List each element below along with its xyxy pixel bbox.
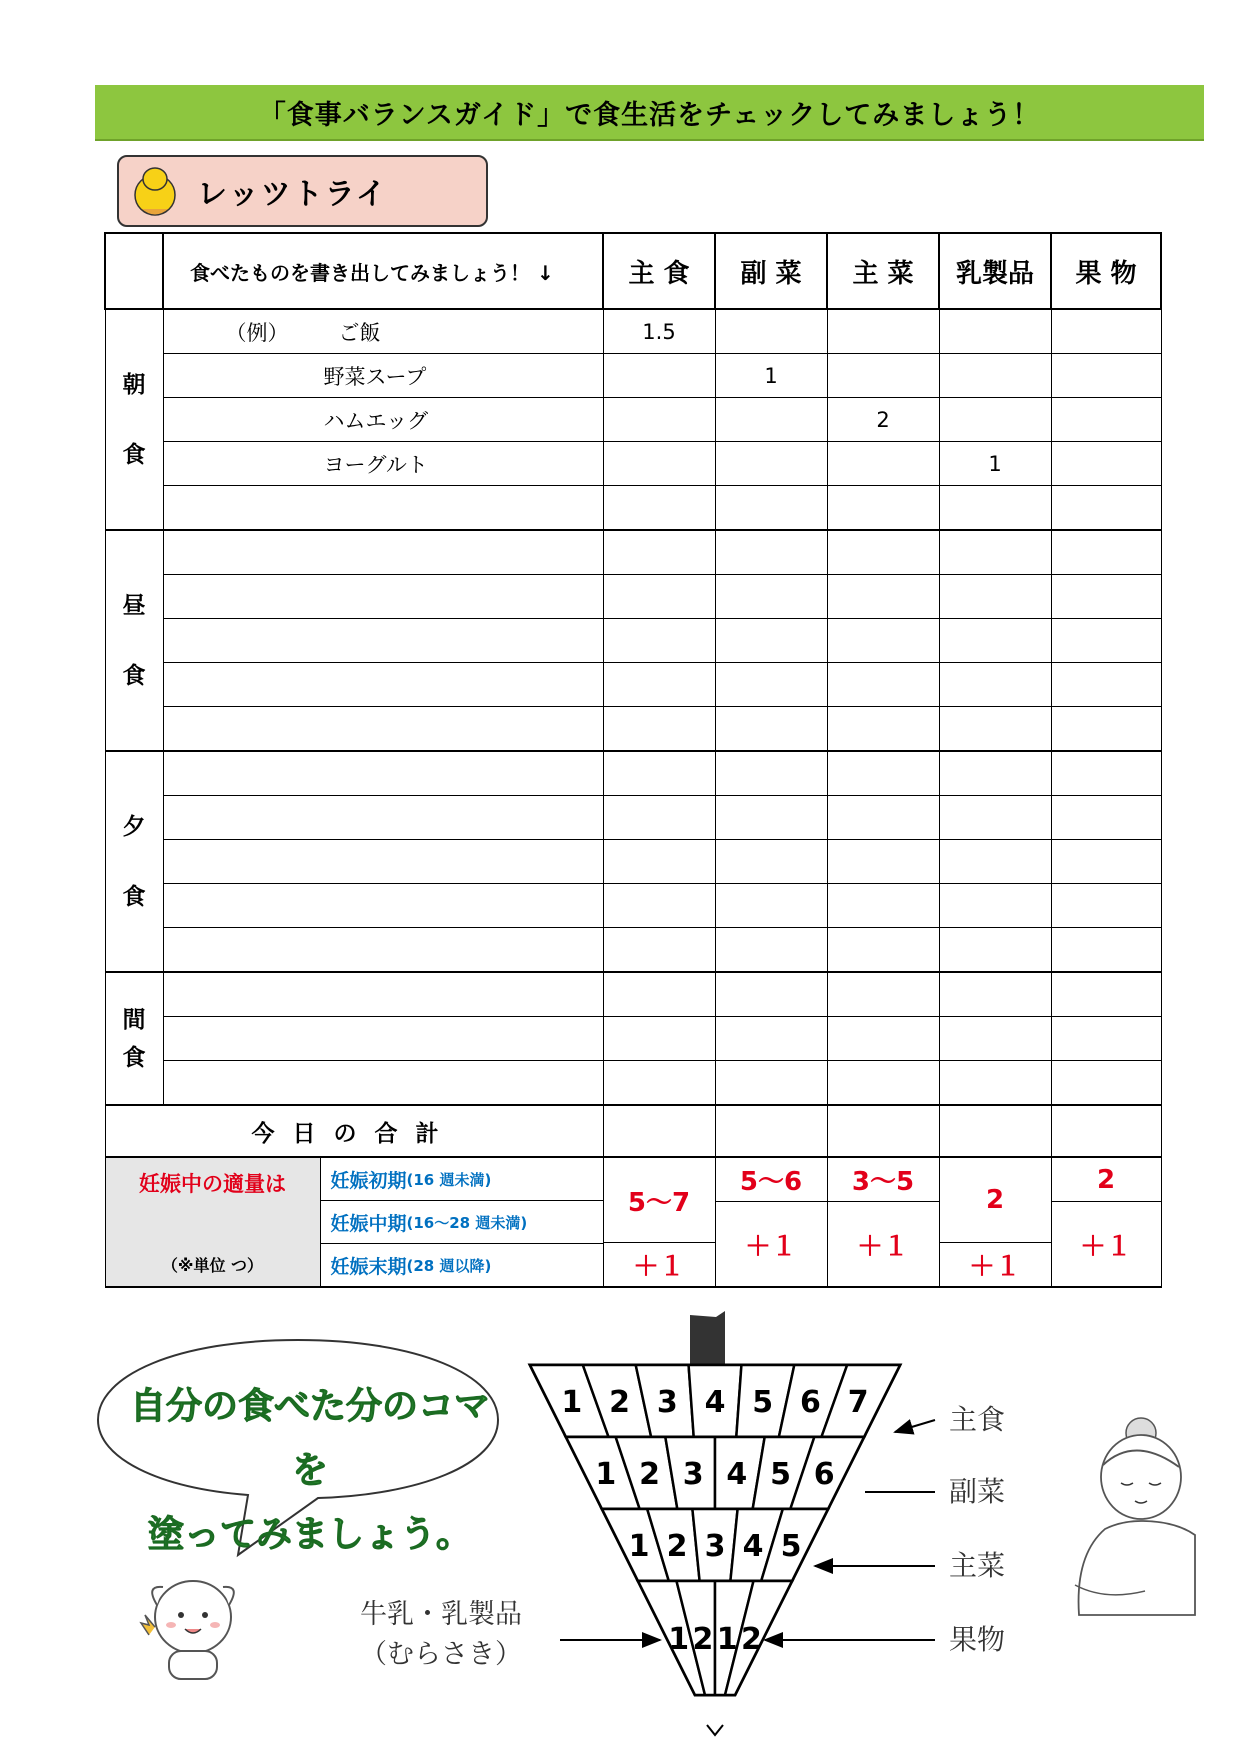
cell[interactable] [715, 398, 827, 442]
total-label: 今日の合計 [105, 1105, 603, 1157]
snack-row-3 [105, 1061, 1161, 1106]
cell[interactable] [939, 751, 1051, 796]
amount-left [105, 1157, 603, 1287]
cell[interactable] [715, 972, 827, 1017]
cell[interactable] [163, 663, 603, 707]
cell[interactable] [163, 840, 603, 884]
cell[interactable] [939, 796, 1051, 840]
amount-dairy-late: ＋１ [939, 1243, 1051, 1288]
col-staple: 主 食 [603, 233, 715, 309]
cell[interactable] [1051, 796, 1161, 840]
cell[interactable] [715, 486, 827, 531]
pyramid-cell-number: 1 [716, 1622, 738, 1657]
cell[interactable] [939, 663, 1051, 707]
cell[interactable] [827, 575, 939, 619]
lets-try-badge [117, 155, 488, 227]
cell[interactable] [1051, 884, 1161, 928]
pyramid-cell-number: 2 [639, 1457, 660, 1492]
cell[interactable] [827, 619, 939, 663]
lunch-row-3 [105, 619, 1161, 663]
pyramid-cell-number: 3 [656, 1385, 678, 1420]
total-fruit[interactable] [1051, 1105, 1161, 1157]
meal-snack-1: 間 [122, 1006, 146, 1033]
lunch-row-1 [105, 530, 1161, 575]
amount-side-plus: ＋１ [715, 1202, 827, 1288]
label-staple: 主食 [949, 1403, 1006, 1436]
pyramid-cell-number: 2 [740, 1622, 762, 1657]
label-milk [360, 1595, 522, 1675]
cell[interactable] [603, 928, 715, 973]
cell[interactable] [1051, 663, 1161, 707]
pyramid-cell-number: 2 [609, 1385, 631, 1420]
amount-main-plus: ＋１ [827, 1202, 939, 1288]
cell[interactable] [603, 486, 715, 531]
pyramid-cell-number: 4 [726, 1457, 748, 1492]
dinner-row-1 [105, 751, 1161, 796]
col-fruit: 果 物 [1051, 233, 1161, 309]
cell[interactable] [715, 840, 827, 884]
cell[interactable] [163, 707, 603, 752]
pyramid-cell-number: 1 [628, 1529, 650, 1564]
cell[interactable] [163, 751, 603, 796]
amount-dairy-base: 2 [939, 1157, 1051, 1243]
cell[interactable] [715, 442, 827, 486]
cell[interactable]: 1.5 [603, 309, 715, 354]
pyramid-cell-number: 2 [666, 1529, 688, 1564]
cell[interactable] [939, 1061, 1051, 1106]
lunch-row-5 [105, 707, 1161, 752]
cell[interactable] [827, 530, 939, 575]
snack-row-1 [105, 972, 1161, 1017]
pyramid-cell-number: 7 [847, 1385, 869, 1420]
period-list [321, 1158, 603, 1286]
cell[interactable] [827, 796, 939, 840]
example-item-3[interactable]: ヨーグルト [163, 442, 603, 486]
example-item-2[interactable]: ハムエッグ [163, 398, 603, 442]
cell[interactable] [603, 1017, 715, 1061]
cell[interactable] [827, 928, 939, 973]
breakfast-row-4 [105, 442, 1161, 486]
cell[interactable] [827, 884, 939, 928]
pyramid-cell-number: 5 [780, 1529, 802, 1564]
col-side: 副 菜 [715, 233, 827, 309]
cell[interactable] [715, 663, 827, 707]
cell[interactable] [603, 663, 715, 707]
pregnant-woman-icon [1045, 1405, 1205, 1625]
period-late: 妊娠末期 (28 週以降) [330, 1255, 492, 1278]
cell[interactable] [163, 972, 603, 1017]
total-dairy[interactable] [939, 1105, 1051, 1157]
cell[interactable] [1051, 575, 1161, 619]
chick-icon [131, 165, 179, 217]
cell[interactable] [163, 530, 603, 575]
pyramid-cell-number: 6 [799, 1385, 821, 1420]
instruction-text: 食べたものを書き出してみましょう！ ↓ [163, 233, 603, 309]
amount-side-base: 5～6 [715, 1157, 827, 1202]
cell[interactable] [1051, 707, 1161, 752]
lunch-row-4 [105, 663, 1161, 707]
cell[interactable] [827, 309, 939, 354]
amount-row-1 [105, 1157, 1161, 1202]
meal-lunch [105, 530, 163, 751]
label-fruit: 果物 [949, 1623, 1006, 1656]
meal-dinner-2: 食 [122, 883, 146, 910]
food-log-table [104, 232, 1162, 1288]
cell[interactable] [163, 884, 603, 928]
pyramid-tip [707, 1725, 723, 1735]
breakfast-row-3 [105, 398, 1161, 442]
cell[interactable] [603, 972, 715, 1017]
breakfast-row-2 [105, 354, 1161, 398]
cell[interactable] [1051, 972, 1161, 1017]
cell[interactable] [939, 972, 1051, 1017]
meal-lunch-2: 食 [122, 662, 146, 689]
meal-breakfast-2: 食 [122, 441, 146, 468]
dinner-row-5 [105, 928, 1161, 973]
cell[interactable] [939, 1017, 1051, 1061]
pyramid-cell-number: 1 [561, 1385, 583, 1420]
cell[interactable] [163, 1061, 603, 1106]
amount-fruit-base: 2 [1051, 1157, 1161, 1202]
pyramid-cell-number: 2 [692, 1622, 714, 1657]
cell[interactable] [939, 619, 1051, 663]
cell[interactable] [1051, 840, 1161, 884]
cell[interactable] [715, 1017, 827, 1061]
cell[interactable] [715, 309, 827, 354]
dog-character-icon [135, 1565, 245, 1685]
total-main[interactable] [827, 1105, 939, 1157]
header-row [105, 233, 1161, 309]
cell[interactable] [827, 486, 939, 531]
cell[interactable] [1051, 751, 1161, 796]
cell[interactable] [1051, 530, 1161, 575]
cell[interactable] [939, 840, 1051, 884]
cell[interactable] [715, 1061, 827, 1106]
cell[interactable] [1051, 486, 1161, 531]
cell[interactable] [603, 884, 715, 928]
cell[interactable] [827, 840, 939, 884]
cell[interactable] [603, 619, 715, 663]
bubble-text [120, 1375, 500, 1567]
example-item-0: ご飯 [338, 320, 381, 345]
cell[interactable] [603, 442, 715, 486]
lunch-row-2 [105, 575, 1161, 619]
cell[interactable]: 1 [715, 354, 827, 398]
cell[interactable] [603, 398, 715, 442]
cell[interactable] [939, 707, 1051, 752]
meal-dinner-1: 夕 [122, 813, 146, 840]
cell[interactable] [715, 751, 827, 796]
col-dairy: 乳製品 [939, 233, 1051, 309]
cell[interactable] [715, 796, 827, 840]
pyramid-cell-number: 5 [770, 1457, 791, 1492]
cell[interactable] [715, 619, 827, 663]
amount-title-block [106, 1158, 321, 1286]
pyramid-cell-number: 1 [668, 1622, 690, 1657]
amount-fruit-plus: ＋１ [1051, 1202, 1161, 1288]
page-banner [95, 85, 1204, 141]
cell[interactable] [1051, 442, 1161, 486]
cell[interactable] [163, 486, 603, 531]
cell[interactable] [603, 751, 715, 796]
pyramid-cell-number: 3 [704, 1529, 726, 1564]
amount-main-base: 3～5 [827, 1157, 939, 1202]
cell[interactable] [939, 530, 1051, 575]
unit-note: （※単位 つ） [106, 1253, 320, 1276]
meal-dinner [105, 751, 163, 972]
pyramid-cell-number: 4 [742, 1529, 764, 1564]
meal-breakfast-1: 朝 [122, 371, 146, 398]
badge-label: レッツトライ [197, 177, 388, 212]
cell[interactable] [939, 575, 1051, 619]
cell[interactable] [603, 575, 715, 619]
label-milk-2: （むらさき） [360, 1639, 522, 1670]
cell[interactable] [1051, 354, 1161, 398]
meal-lunch-1: 昼 [122, 592, 146, 619]
label-side: 副菜 [949, 1475, 1006, 1508]
example-item[interactable] [163, 309, 603, 354]
col-main: 主 菜 [827, 233, 939, 309]
cell[interactable] [827, 663, 939, 707]
banner-title: 「食事バランスガイド」で食生活をチェックしてみましょう！ [258, 99, 1041, 131]
top-handle-icon [690, 1311, 725, 1365]
cell[interactable] [1051, 309, 1161, 354]
label-main: 主菜 [949, 1549, 1006, 1582]
cell[interactable] [939, 398, 1051, 442]
pyramid-cell-number: 5 [752, 1385, 774, 1420]
meal-snack [105, 972, 163, 1105]
dinner-row-3 [105, 840, 1161, 884]
cell[interactable] [827, 1017, 939, 1061]
cell[interactable] [827, 442, 939, 486]
cell[interactable] [827, 1061, 939, 1106]
cell[interactable] [1051, 1017, 1161, 1061]
cell[interactable] [827, 707, 939, 752]
pyramid-cell-number: 6 [813, 1457, 835, 1492]
pyramid-cell-number: 3 [682, 1457, 704, 1492]
period-early: 妊娠初期 (16 週未満) [321, 1158, 603, 1201]
cell[interactable]: 2 [827, 398, 939, 442]
cell[interactable] [715, 707, 827, 752]
cell[interactable] [715, 530, 827, 575]
cell[interactable] [603, 796, 715, 840]
cell[interactable] [1051, 1061, 1161, 1106]
breakfast-row-5 [105, 486, 1161, 531]
cell[interactable] [163, 619, 603, 663]
pyramid-cell-number: 1 [595, 1457, 617, 1492]
cell[interactable] [1051, 619, 1161, 663]
meal-breakfast [105, 309, 163, 530]
amount-staple-late: ＋１ [603, 1243, 715, 1288]
cell[interactable] [939, 486, 1051, 531]
cell[interactable] [939, 309, 1051, 354]
cell[interactable] [827, 972, 939, 1017]
period-mid: 妊娠中期 (16～28 週未満) [321, 1201, 603, 1244]
corner-cell [105, 233, 163, 309]
cell[interactable] [163, 928, 603, 973]
cell[interactable] [1051, 928, 1161, 973]
dinner-row-2 [105, 796, 1161, 840]
cell[interactable] [163, 796, 603, 840]
total-side[interactable] [715, 1105, 827, 1157]
bubble-line-2: 塗ってみましょう。 [147, 1514, 472, 1555]
example-label: （例） [225, 320, 289, 345]
cell[interactable] [603, 707, 715, 752]
cell[interactable] [939, 884, 1051, 928]
meal-snack-2: 食 [122, 1044, 146, 1071]
cell[interactable] [603, 530, 715, 575]
cell[interactable] [163, 575, 603, 619]
amount-title: 妊娠中の適量は [139, 1172, 286, 1196]
example-item-1[interactable]: 野菜スープ [163, 354, 603, 398]
dinner-row-4 [105, 884, 1161, 928]
cell[interactable] [939, 928, 1051, 973]
cell[interactable] [603, 354, 715, 398]
cell[interactable] [715, 575, 827, 619]
snack-row-2 [105, 1017, 1161, 1061]
pyramid-cell-number: 4 [704, 1385, 726, 1420]
cell[interactable] [715, 884, 827, 928]
cell[interactable] [827, 751, 939, 796]
cell[interactable] [939, 354, 1051, 398]
cell[interactable] [163, 1017, 603, 1061]
bubble-line-1: 自分の食べた分のコマを [129, 1386, 490, 1491]
amount-staple-base: 5～7 [603, 1157, 715, 1243]
cell[interactable] [1051, 398, 1161, 442]
breakfast-row-1 [105, 309, 1161, 354]
total-row [105, 1105, 1161, 1157]
total-staple[interactable] [603, 1105, 715, 1157]
cell[interactable] [827, 354, 939, 398]
cell[interactable]: 1 [939, 442, 1051, 486]
cell[interactable] [603, 1061, 715, 1106]
balance-guide-top [510, 1305, 930, 1745]
cell[interactable] [603, 840, 715, 884]
label-milk-1: 牛乳・乳製品 [360, 1599, 522, 1630]
cell[interactable] [715, 928, 827, 973]
